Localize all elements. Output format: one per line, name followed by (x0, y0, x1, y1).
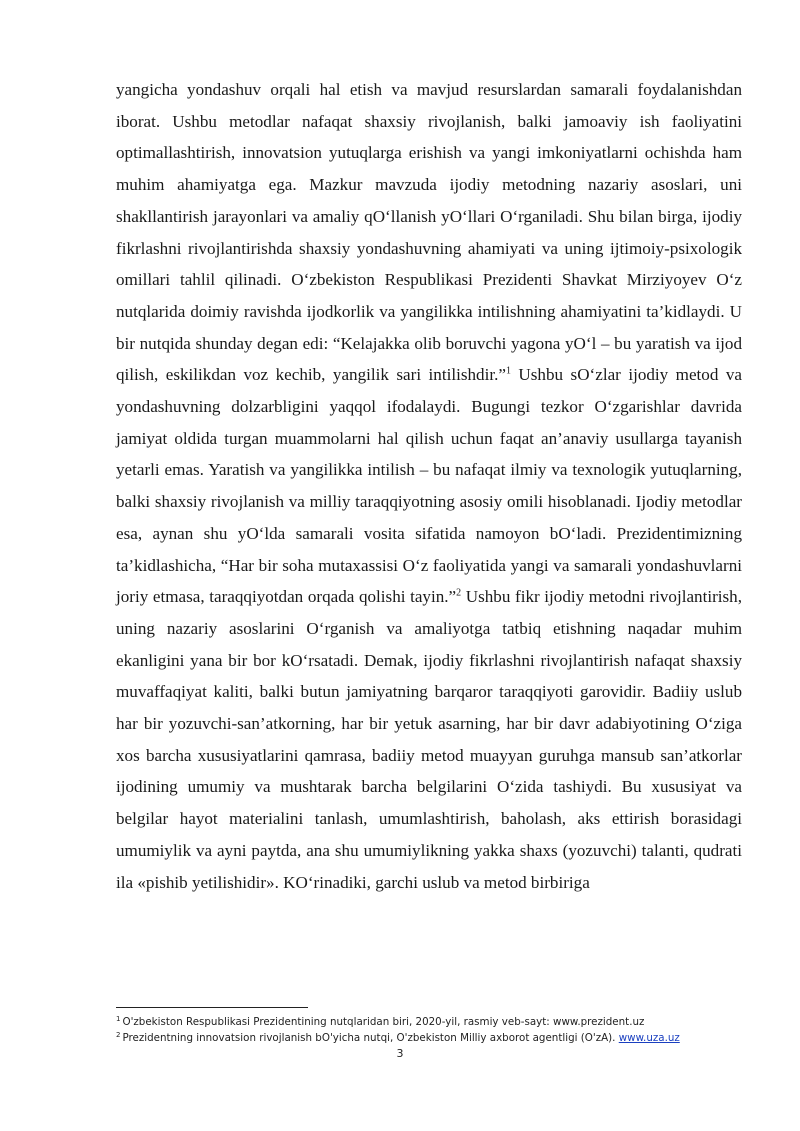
body-text-part-2: Ushbu sO‘zlar ijodiy metod va yondashuvning dolzarbligini yaqqol ifodalaydi. Bugungi tezkor O‘zgarishlar davrida jamiyat oldida turgan muammolarni hal qilish uchun faqat an’anaviy usullarga tayanish yetarli emas. Yaratish va yangilikka intilish – bu nafaqat ilmiy va texnologik yutuqlarning, balki shaxsiy rivojlanish va milliy taraqqiyotning asosiy omili hisoblanadi. Ijodiy metodlar esa, aynan shu yO‘lda samarali vosita sifatida namoyon bO‘ladi. Prezidentimizning ta’kidlashicha, “Har bir soha mutaxassisi O‘z faoliyatida yangi va samarali yondashuvlarni joriy etmasa, taraqqiyotdan orqada qolishi tayin.” (116, 365, 742, 607)
footnote-1-text: O'zbekiston Respublikasi Prezidentining nutqlaridan biri, 2020-yil, rasmiy veb-sayt: www.prezident.uz (122, 1016, 645, 1028)
footnote-1-mark: 1 (116, 1014, 121, 1023)
footnote-2-mark: 2 (116, 1030, 121, 1039)
footnote-2-link[interactable]: www.uza.uz (618, 1032, 680, 1044)
page-number: 3 (396, 1047, 404, 1060)
footnotes (116, 1014, 742, 1046)
body-text-part-3: Ushbu fikr ijodiy metodni rivojlantirish, uning nazariy asoslarini O‘rganish va amaliyotga tatbiq etishning naqadar muhim ekanligini yana bir bor kO‘rsatadi. Demak, ijodiy fikrlashni rivojlantirish nafaqat shaxsiy muvaffaqiyat kaliti, balki butun jamiyatning barqaror taraqqiyoti garovidir. Badiiy uslub har bir yozuvchi-san’atkorning, har bir yetuk asarning, har bir davr adabiyotining O‘ziga xos barcha xususiyatlarini qamrasa, badiiy metod muayyan guruhga mansub san’atkorlar ijodining umumiy va mushtarak barcha belgilarini O‘zida tashiydi. Bu xususiyat va belgilar hayot materialini tanlash, umumlashtirish, baholash, aks ettirish borasidagi umumiylik va ayni paytda, ana shu umumiylikning yakka shaxs (yozuvchi) talanti, qudrati ila «pishib yetilishidir». KO‘rinadiki, garchi uslub va metod birbiriga (116, 587, 742, 892)
footnote-2 (116, 1030, 742, 1046)
footnote-separator (116, 1007, 308, 1008)
footnote-reference-2[interactable]: 2 (456, 587, 462, 599)
footnote-1 (116, 1014, 742, 1030)
body-paragraph (116, 74, 742, 898)
body-text-part-1: yangicha yondashuv orqali hal etish va mavjud resurslardan samarali foydalanishdan iborat. Ushbu metodlar nafaqat shaxsiy rivojlanish, balki jamoaviy ish faoliyatini optimallashtirish, innovatsion yutuqlarga erishish va yangi imkoniyatlarni ochishda ham muhim ahamiyatga ega. Mazkur mavzuda ijodiy metodning nazariy asoslari, uni shakllantirish jarayonlari va amaliy qO‘llanish yO‘llari O‘rganiladi. Shu bilan birga, ijodiy fikrlashni rivojlantirishda shaxsiy yondashuvning ahamiyati va uning ijtimoiy-psixologik omillari tahlil qilinadi. O‘zbekiston Respublikasi Prezidenti Shavkat Mirziyoyev O‘z nutqlarida doimiy ravishda ijodkorlik va yangilikka intilishning ahamiyatini ta’kidlaydi. U bir nutqida shunday degan edi: “Kelajakka olib boruvchi yagona yO‘l – bu yaratish va ijod qilish, eskilikdan voz kechib, yangilik sari intilishdir.” (116, 80, 742, 385)
footnote-2-text: Prezidentning innovatsion rivojlanish bO'yicha nutqi, O'zbekiston Milliy axborot agentligi (O'zA). (122, 1032, 619, 1044)
footnote-reference-1[interactable]: 1 (505, 365, 511, 377)
